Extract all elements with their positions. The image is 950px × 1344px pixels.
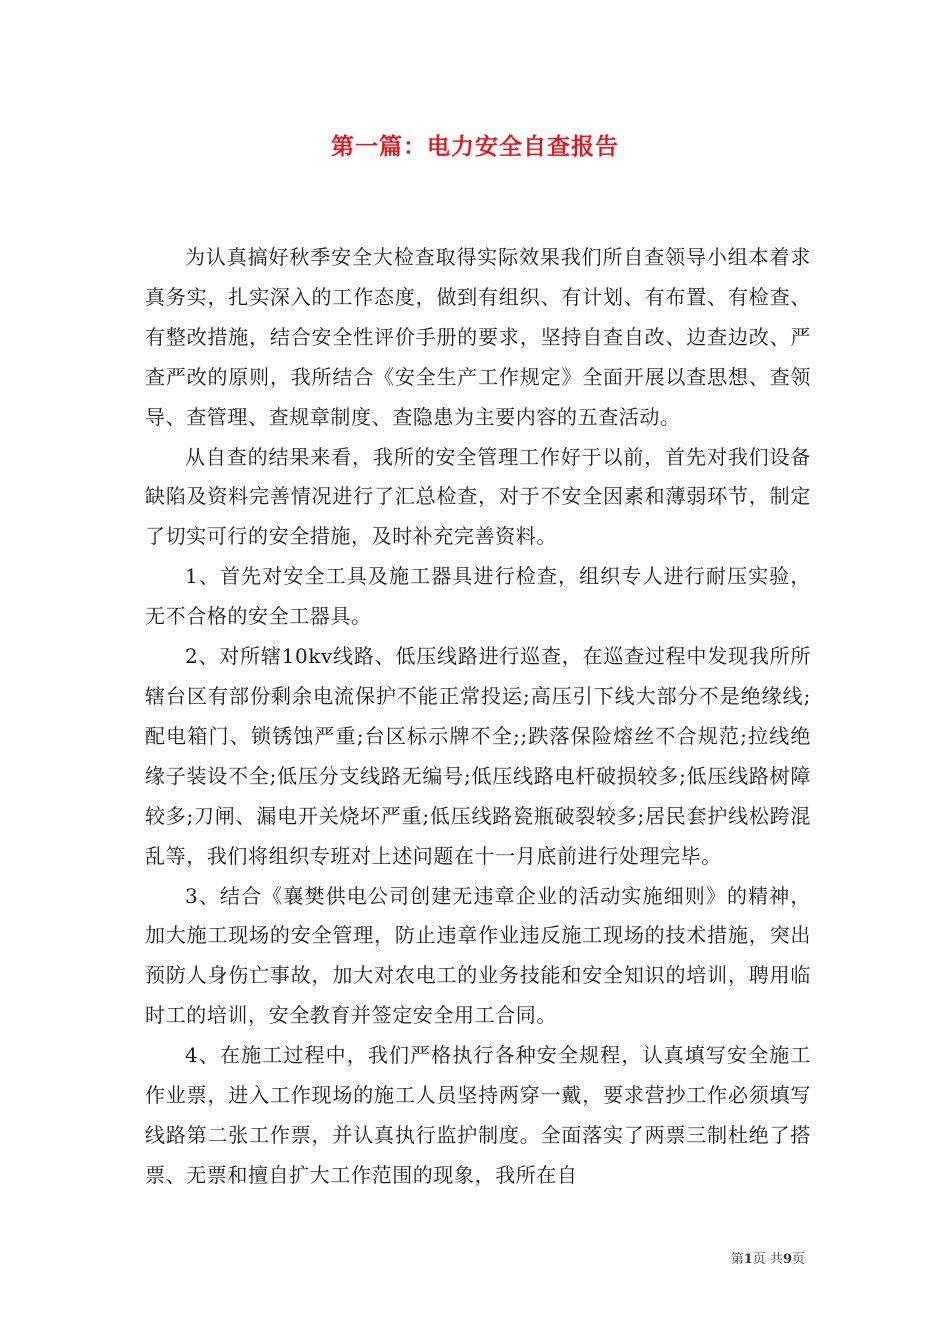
- document-title: 第一篇：电力安全自查报告: [331, 133, 619, 160]
- footer-page-number: 1: [743, 1252, 753, 1267]
- paragraph-results: 从自查的结果来看，我所的安全管理工作好于以前，首先对我们设备缺陷及资料完善情况进行了汇总检查，对于不安全因素和薄弱环节，制定了切实可行的安全措施，及时补充完善资料。: [145, 444, 811, 549]
- footer-total-pages: 9: [782, 1252, 792, 1267]
- paragraph-intro: 为认真搞好秋季安全大检查取得实际效果我们所自查领导小组本着求真务实，扎实深入的工作态度，做到有组织、有计划、有布置、有检查、有整改措施，结合安全性评价手册的要求，坚持自查自改、边查边改、严查严改的原则，我所结合《安全生产工作规定》全面开展以查思想、查领导、查管理、查规章制度、查隐患为主要内容的五查活动。: [145, 245, 811, 429]
- document-body: [145, 238, 811, 1196]
- footer-prefix: 第: [730, 1252, 744, 1267]
- paragraph-item-4: 4、在施工过程中，我们严格执行各种安全规程，认真填写安全施工作业票，进入工作现场的施工人员坚持两穿一戴，要求营抄工作必须填写线路第二张工作票，并认真执行监护制度。全面落实了两票三制杜绝了搭票、无票和擅自扩大工作范围的现象，我所在自: [145, 1043, 811, 1187]
- paragraph-item-1: 1、首先对安全工具及施工器具进行检查，组织专人进行耐压实验，无不合格的安全工器具。: [145, 564, 811, 629]
- paragraph-item-3: 3、结合《襄樊供电公司创建无违章企业的活动实施细则》的精神，加大施工现场的安全管理，防止违章作业违反施工现场的技术措施，突出预防人身伤亡事故，加大对农电工的业务技能和安全知识的培训，聘用临时工的培训，安全教育并签定安全用工合同。: [145, 883, 811, 1028]
- page-footer: [731, 1248, 805, 1267]
- footer-suffix: 页: [791, 1252, 805, 1267]
- paragraph-item-2: 2、对所辖10kv线路、低压线路进行巡查，在巡查过程中发现我所所辖台区有部份剩余电流保护不能正常投运;高压引下线大部分不是绝缘线;配电箱门、锁锈蚀严重;台区标示牌不全;;跌落保险熔丝不合规范;拉线绝缘子装设不全;低压分支线路无编号;低压线路电杆破损较多;低压线路树障较多;刀闸、漏电开关烧坏严重;低压线路瓷瓶破裂较多;居民套护线松跨混乱等，我们将组织专班对上述问题在十一月底前进行处理完毕。: [145, 644, 811, 868]
- footer-middle: 页 共: [752, 1252, 783, 1267]
